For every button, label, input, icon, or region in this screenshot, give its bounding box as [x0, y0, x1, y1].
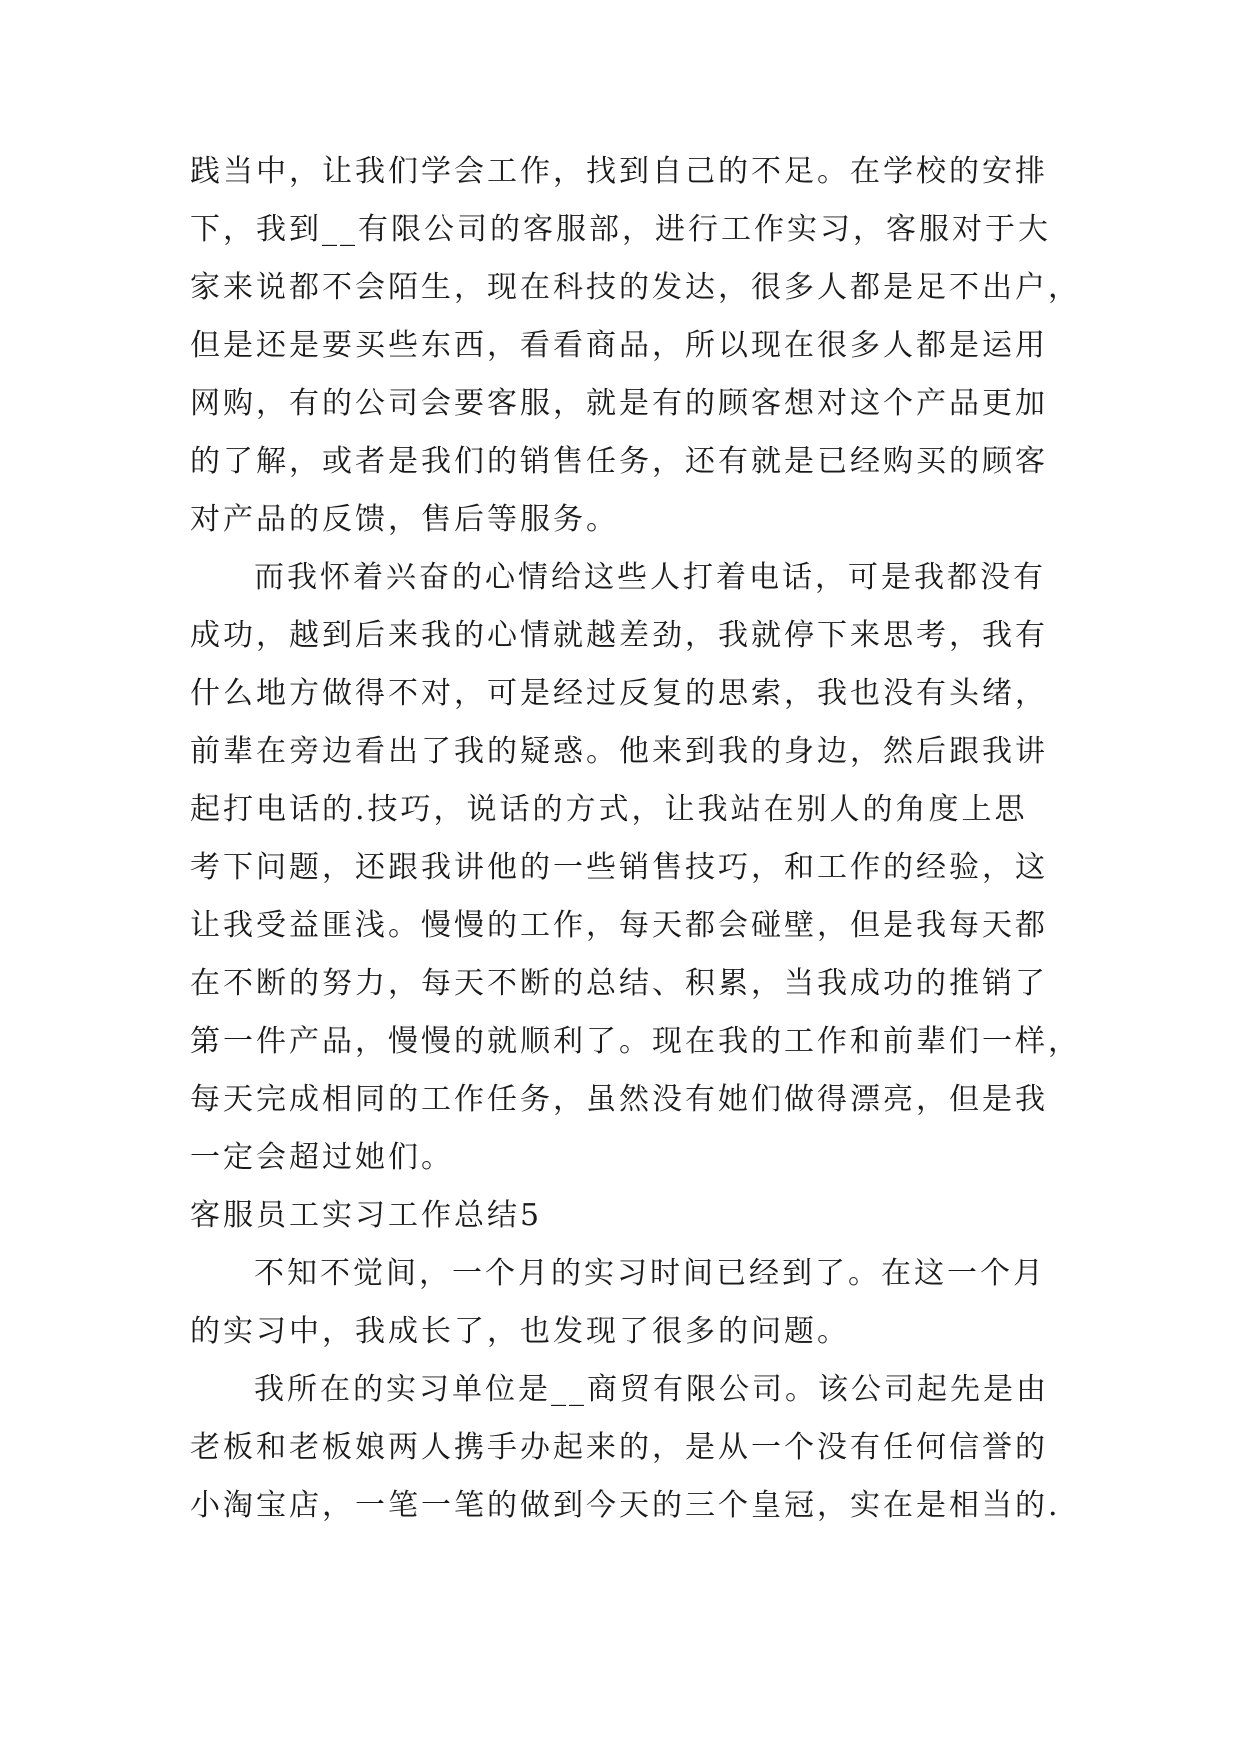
text-line: 家来说都不会陌生，现在科技的发达，很多人都是足不出户， — [190, 270, 1081, 305]
text-line: 起打电话的.技巧，说话的方式，让我站在别人的角度上思 — [190, 792, 1028, 827]
text-line: 什么地方做得不对，可是经过反复的思索，我也没有头绪， — [190, 676, 1048, 711]
text-line: 在不断的努力，每天不断的总结、积累，当我成功的推销了 — [190, 966, 1048, 1001]
text-line: 考下问题，还跟我讲他的一些销售技巧，和工作的经验，这 — [190, 850, 1048, 885]
text-line: 对产品的反馈，售后等服务。 — [190, 502, 619, 537]
text-line: 小淘宝店，一笔一笔的做到今天的三个皇冠，实在是相当的. — [190, 1488, 1061, 1523]
section-heading: 客服员工实习工作总结5 — [190, 1198, 543, 1233]
text-line: 每天完成相同的工作任务，虽然没有她们做得漂亮，但是我 — [190, 1082, 1048, 1117]
text-line: 的实习中，我成长了，也发现了很多的问题。 — [190, 1314, 850, 1349]
text-line: 下，我到__有限公司的客服部，进行工作实习，客服对于大 — [190, 212, 1051, 247]
text-line: 但是还是要买些东西，看看商品，所以现在很多人都是运用 — [190, 328, 1048, 363]
paragraph-first-line: 而我怀着兴奋的心情给这些人打着电话，可是我都没有 — [254, 560, 1046, 595]
text-line: 第一件产品，慢慢的就顺利了。现在我的工作和前辈们一样， — [190, 1024, 1081, 1059]
paragraph-first-line: 不知不觉间，一个月的实习时间已经到了。在这一个月 — [254, 1256, 1046, 1291]
text-line: 践当中，让我们学会工作，找到自己的不足。在学校的安排 — [190, 154, 1048, 189]
text-line: 网购，有的公司会要客服，就是有的顾客想对这个产品更加 — [190, 386, 1048, 421]
text-line: 让我受益匪浅。慢慢的工作，每天都会碰壁，但是我每天都 — [190, 908, 1048, 943]
paragraph-first-line: 我所在的实习单位是__商贸有限公司。该公司起先是由 — [254, 1372, 1049, 1407]
text-line: 成功，越到后来我的心情就越差劲，我就停下来思考，我有 — [190, 618, 1048, 653]
text-line: 一定会超过她们。 — [190, 1140, 454, 1175]
text-line: 的了解，或者是我们的销售任务，还有就是已经购买的顾客 — [190, 444, 1048, 479]
text-line: 老板和老板娘两人携手办起来的，是从一个没有任何信誉的 — [190, 1430, 1048, 1465]
text-line: 前辈在旁边看出了我的疑惑。他来到我的身边，然后跟我讲 — [190, 734, 1048, 769]
